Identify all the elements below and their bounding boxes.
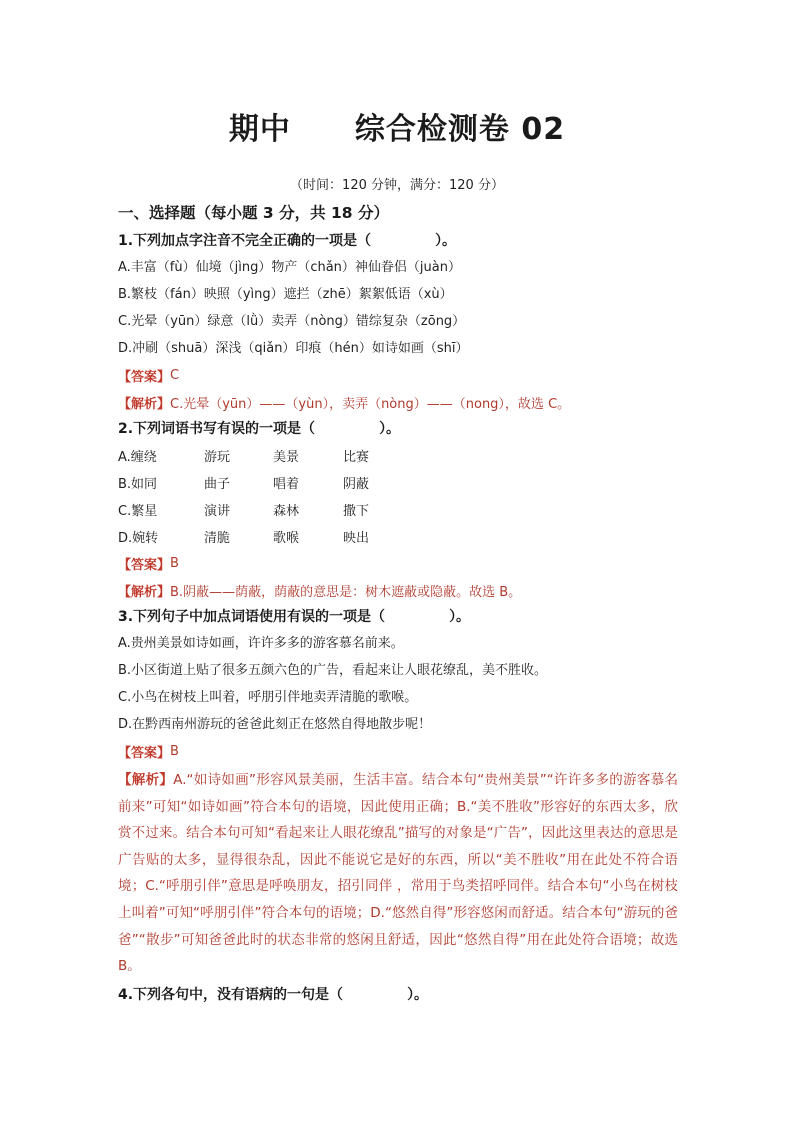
title-right: 综合检测卷 02 (354, 112, 566, 147)
exam-info: （时间：120 分钟，满分：120 分） (290, 178, 504, 193)
q2-option-d: D.婉转 清脆 歌喉 映出 (118, 531, 370, 546)
q2-option-a: A.缠绕 游玩 美景 比赛 (118, 450, 370, 465)
page-title (0, 104, 794, 148)
q3-analysis: 【解析】A.“如诗如画”形容风景美丽，生活丰富。结合本句“贵州美景”“许许多多的游客慕名前来”可知“如诗如画”符合本句的语境，因此使用正确；B.“美不胜收”形容好的东西太多，欣赏不过来。结合本句可知“看起来让人眼花缭乱”描写的对象是“广告”，因此这里表达的意思是广告贴的太多，显得很杂乱，因此不能说它是好的东西，所以“美不胜收”用在此处不符合语境；C.“呼朋引伴”意思是呼唤朋友，招引同伴 ，常用于鸟类招呼同伴。结合本句“小鸟在树枝上叫着”可知“呼朋引伴”符合本句的语境；D.“悠然自得”形容悠闲而舒适。结合本句“游玩的爸爸”“散步”可知爸爸此时的状态非常的悠闲且舒适，因此“悠然自得”用在此处符合语境；故选 B。 (118, 772, 679, 975)
q3-option-b: B.小区街道上贴了很多五颜六色的广告，看起来让人眼花缭乱，美不胜收。 (118, 662, 548, 678)
questions (118, 228, 678, 1008)
q3-option-c: C.小鸟在树枝上叫着，呼朋引伴地卖弄清脆的歌喉。 (118, 689, 418, 705)
q2-option-c: C.繁星 演讲 森林 撒下 (118, 504, 370, 519)
question-4-stem: 4.下列各句中，没有语病的一句是（ ）。 (118, 986, 429, 1003)
q3-option-d: D.在黔西南州游玩的爸爸此刻正在悠然自得地散步呢！ (118, 716, 432, 732)
q1-answer: 【答案】 C (118, 368, 180, 385)
q1-option-d: D.冲刷（shuā）深浅（qiǎn）印痕（hén）如诗如画（shī） (118, 340, 469, 356)
question-3-stem: 3.下列句子中加点词语使用有误的一项是（ ）。 (118, 609, 471, 625)
q1-option-c: C.光晕（yūn）绿意（lǜ）卖弄（nòng）错综复杂（zōng） (118, 313, 466, 329)
q3-option-a: A.贵州美景如诗如画，许许多多的游客慕名前来。 (118, 635, 404, 651)
title-left: 期中 (228, 112, 291, 147)
q3-answer: 【答案】 B (118, 744, 179, 761)
question-2-stem: 2.下列词语书写有误的一项是（ ）。 (118, 421, 401, 437)
q1-analysis: 【解析】 C.光晕（yūn）——（yùn），卖弄（nòng）——（nong），故选 C。 (118, 397, 571, 412)
q2-option-b: B.如同 曲子 唱着 阴蔽 (118, 477, 370, 492)
section-heading: 一、选择题（每小题 3 分，共 18 分） (118, 204, 389, 222)
q1-option-a: A.丰富（fù）仙境（jìng）物产（chǎn）神仙眷侣（juàn） (118, 259, 461, 275)
q1-option-b: B.繁枝（fán）映照（yìng）遮拦（zhē）絮絮低语（xù） (118, 286, 453, 302)
q2-analysis: 【解析】 B.阴蔽——荫蔽，荫蔽的意思是：树木遮蔽或隐蔽。故选 B。 (118, 585, 522, 600)
q2-answer: 【答案】 B (118, 556, 179, 573)
question-1-stem: 1.下列加点字注音不完全正确的一项是（ ）。 (118, 233, 457, 249)
